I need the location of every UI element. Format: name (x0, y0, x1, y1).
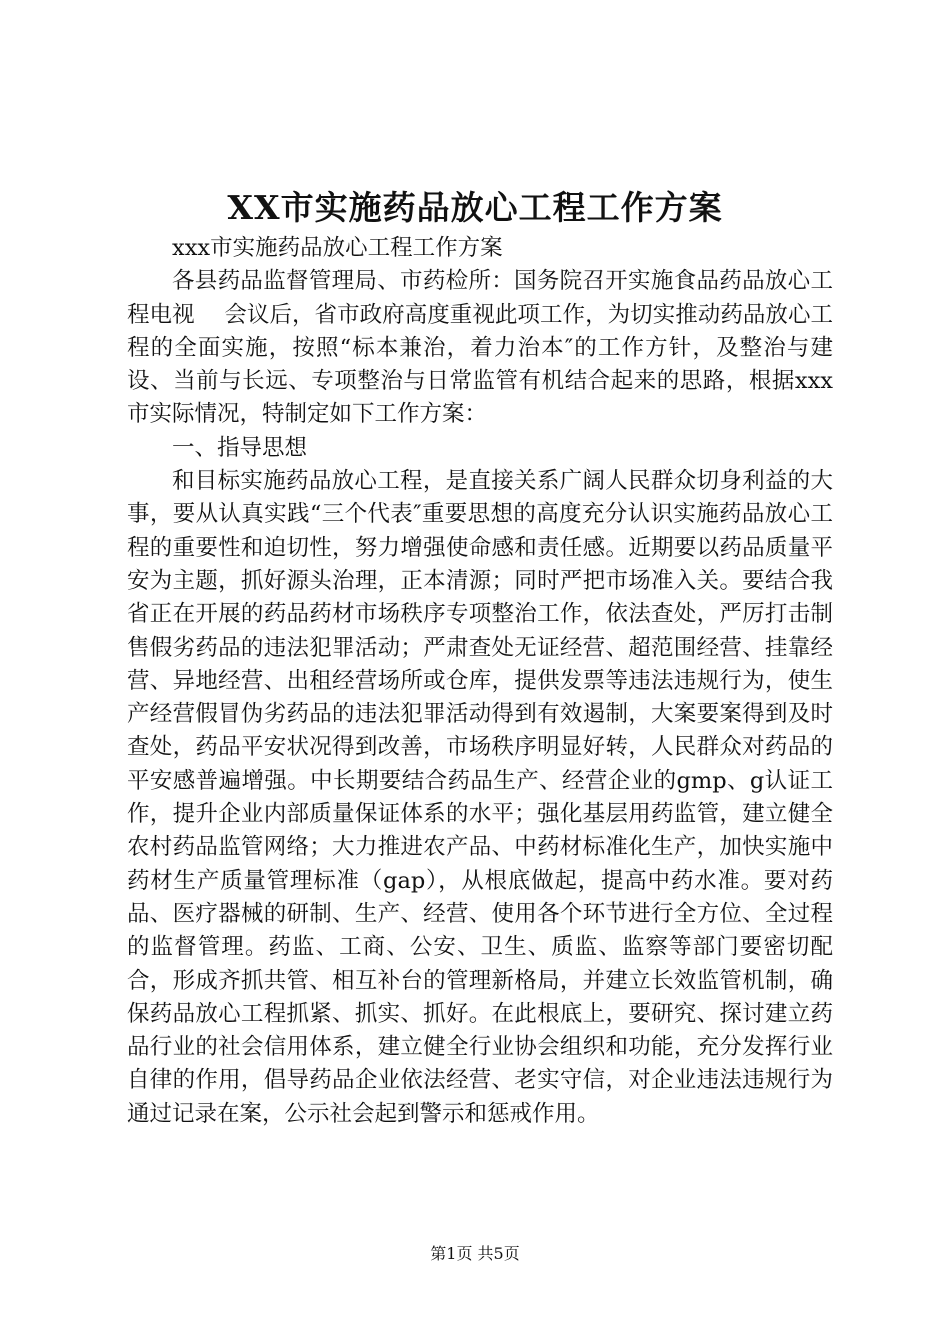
section-heading: 一、指导思想 (172, 434, 308, 461)
intro-paragraph: 各县药品监督管理局、市药检所：国务院召开实施食品药品放心工程电视 会议后，省市政府高度重视此项工作，为切实推动药品放心工程的全面实施，按照“标本兼治，着力治本″的工作方针，及整治与建设、当前与长远、专项整治与日常监管有机结合起来的思路，根据xxx市实际情况，特制定如下工作方案： (127, 268, 833, 428)
document-title: XX市实施药品放心工程工作方案 (227, 188, 723, 227)
body-paragraph: 和目标实施药品放心工程，是直接关系广阔人民群众切身利益的大事，要从认真实践“三个代表″重要思想的高度充分认识实施药品放心工程的重要性和迫切性，努力增强使命感和责任感。近期要以药品质量平安为主题，抓好源头治理，正本清源；同时严把市场准入关。要结合我省正在开展的药品药材市场秩序专项整治工作，依法查处，严厉打击制售假劣药品的违法犯罪活动；严肃查处无证经营、超范围经营、挂靠经营、异地经营、出租经营场所或仓库，提供发票等违法违规行为，使生产经营假冒伪劣药品的违法犯罪活动得到有效遏制，大案要案得到及时查处，药品平安状况得到改善，市场秩序明显好转，人民群众对药品的平安感普遍增强。中长期要结合药品生产、经营企业的gmp、g认证工作，提升企业内部质量保证体系的水平；强化基层用药监管，建立健全农村药品监管网络；大力推进农产品、中药材标准化生产，加快实施中药材生产质量管理标准（gap），从根底做起，提高中药水准。要对药品、医疗器械的研制、生产、经营、使用各个环节进行全方位、全过程的监督管理。药监、工商、公安、卫生、质监、监察等部门要密切配合，形成齐抓共管、相互补台的管理新格局，并建立长效监管机制，确保药品放心工程抓紧、抓实、抓好。在此根底上，要研究、探讨建立药品行业的社会信用体系，建立健全行业协会组织和功能，充分发挥行业自律的作用，倡导药品企业依法经营、老实守信，对企业违法违规行为通过记录在案，公示社会起到警示和惩戒作用。 (127, 468, 833, 1127)
subtitle-paragraph: xxx市实施药品放心工程工作方案 (172, 235, 503, 261)
page-number-footer: 第1页 共5页 (430, 1244, 520, 1263)
document-body (127, 232, 833, 1131)
